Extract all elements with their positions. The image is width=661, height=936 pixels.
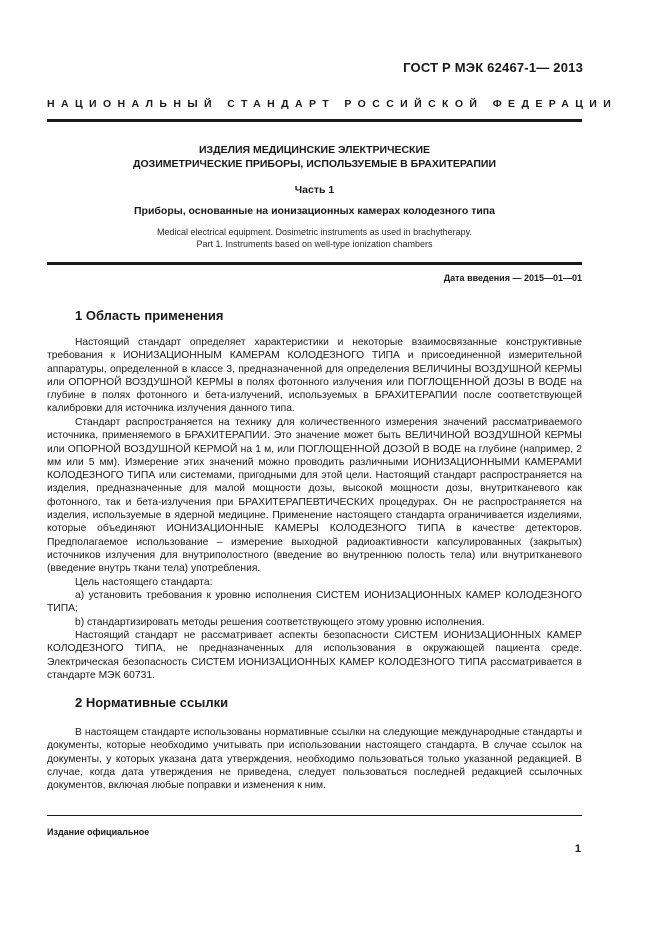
- page-number: 1: [574, 843, 581, 855]
- introduction-date: Дата введения — 2015—01—01: [443, 273, 582, 283]
- header-rule: [47, 119, 582, 122]
- section-1-list-item-a: а) установить требования к уровню исполнения СИСТЕМ ИОНИЗАЦИОННЫХ КАМЕР КОЛОДЕЗНОГО ТИПА;: [47, 590, 582, 615]
- english-title-line-2: Part 1. Instruments based on well-type ionization chambers: [196, 239, 433, 249]
- title-line-1: ИЗДЕЛИЯ МЕДИЦИНСКИЕ ЭЛЕКТРИЧЕСКИЕ: [198, 144, 431, 156]
- footer-rule: [47, 815, 582, 816]
- section-2-heading: 2 Нормативные ссылки: [75, 695, 229, 710]
- section-1-paragraph-2: Стандарт распространяется на технику для количественного измерения значений рассматриваемого источника, применяемого в БРАХИТЕРАПИИ. Это значение может быть ВЕЛИЧИНОЙ ВОЗДУШНОЙ КЕРМЫ или ОПОРНОЙ ВОЗДУШНОЙ КЕРМОЙ на 1 м, или ПОГЛОЩЕННОЙ ДОЗОЙ В ВОДЕ на глубине (например, 2 мм или 5 мм). Измерение этих значений можно проводить различными ИОНИЗАЦИОННЫМИ КАМЕРАМИ КОЛОДЕЗНОГО ТИПА или системами, пригодными для этой цели. Настоящий стандарт распространяется на изделия, предназначенные для малой мощности дозы, высокой мощности дозы, внутритканевого как фотонного, так и бета-излучения при БРАХИТЕРАПЕВТИЧЕСКИХ процедурах. Он не распространяется на изделия, используемые в ядерной медицине. Применение настоящего стандарта ограничивается изделиями, которые объединяют ИОНИЗАЦИОННЫЕ КАМЕРЫ КОЛОДЕЗНОГО ТИПА в качестве детекторов. Предполагаемое использование – измерение выходной радиоактивности капсулированных (закрытых) источников излучения для внутриполостного (введение во внутреннюю полость тела) или внутритканевого (введение внутрь ткани тела) употребления.: [47, 417, 582, 575]
- official-edition-label: Издание официальное: [47, 827, 150, 837]
- subtitle: Приборы, основанные на ионизационных камерах колодезного типа: [134, 205, 495, 217]
- section-1-paragraph-1: Настоящий стандарт определяет характеристики и некоторые взаимосвязанные конструктивные требования к ИОНИЗАЦИОННЫМ КАМЕРАМ КОЛОДЕЗНОГО ТИПА и присоединенной измерительной аппаратуры, определенной в классе 3, предназначенной для определения ВЕЛИЧИНЫ ВОЗДУШНОЙ КЕРМЫ или ОПОРНОЙ ВОЗДУШНОЙ КЕРМЫ в полях фотонного излучения или ПОГЛОЩЕННОЙ ДОЗЫ В ВОДЕ на глубине в полях фотонного и бета-излучений, используемых в БРАХИТЕРАПИИ после соответствующей калибровки для источника излучения данного типа.: [47, 337, 582, 415]
- english-title-line-1: Medical electrical equipment. Dosimetric instruments as used in brachytherapy.: [157, 227, 472, 237]
- section-1-paragraph-4: Настоящий стандарт не рассматривает аспекты безопасности СИСТЕМ ИОНИЗАЦИОННЫХ КАМЕР КОЛОДЕЗНОГО ТИПА, не предназначенных для использования в окружающей пациента среде. Электрическая безопасность СИСТЕМ ИОНИЗАЦИОННЫХ КАМЕР КОЛОДЕЗНОГО ТИПА рассматривается в стандарте МЭК 60731.: [47, 630, 582, 681]
- title-rule: [47, 262, 582, 265]
- title-block: [47, 143, 582, 250]
- national-standard-banner: НАЦИОНАЛЬНЫЙ СТАНДАРТ РОССИЙСКОЙ ФЕДЕРАЦИИ: [47, 98, 618, 110]
- title-line-2: ДОЗИМЕТРИЧЕСКИЕ ПРИБОРЫ, ИСПОЛЬЗУЕМЫЕ В БРАХИТЕРАПИИ: [133, 158, 496, 170]
- section-2-paragraph-1: В настоящем стандарте использованы нормативные ссылки на следующие международные стандарты и документы, которые необходимо учитывать при использовании настоящего стандарта. В случае ссылок на документы, у которых указана дата утверждения, необходимо пользоваться только указанной редакцией. В случае, когда дата утверждения не приведена, следует пользоваться последней редакцией ссылочных документов, включая любые поправки и изменения к ним.: [47, 727, 582, 792]
- english-title: [47, 226, 582, 250]
- section-1-paragraph-3: Цель настоящего стандарта:: [75, 577, 213, 588]
- section-1-heading: 1 Область применения: [75, 308, 224, 323]
- standard-number: ГОСТ Р МЭК 62467-1— 2013: [403, 60, 583, 75]
- part-label: Часть 1: [294, 184, 335, 196]
- section-1-list-item-b: b) стандартизировать методы решения соответствующего этому уровню исполнения.: [75, 617, 485, 628]
